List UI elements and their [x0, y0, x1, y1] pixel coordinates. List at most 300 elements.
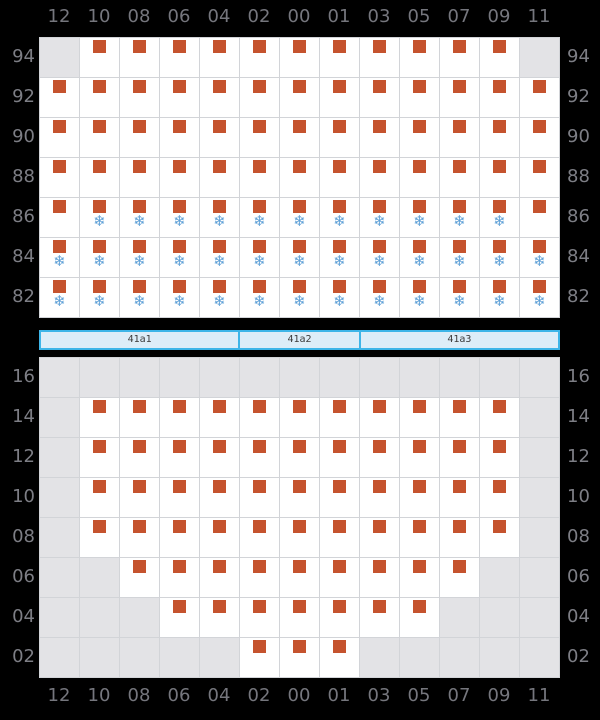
grid-cell[interactable]	[200, 158, 239, 197]
grid-cell[interactable]	[400, 598, 439, 637]
grid-cell[interactable]	[280, 438, 319, 477]
grid-cell	[520, 598, 559, 637]
grid-cell[interactable]	[400, 398, 439, 437]
snowflake-icon: ❄	[253, 252, 266, 270]
grid-cell[interactable]	[440, 118, 479, 157]
square-marker	[173, 80, 186, 93]
grid-cell[interactable]	[400, 278, 439, 317]
row-labels-left-lower	[1, 357, 35, 677]
grid-cell[interactable]	[80, 518, 119, 557]
row-axis-label: 02	[567, 646, 590, 667]
column-axis-label: 00	[287, 6, 311, 27]
grid-cell	[160, 638, 199, 677]
square-marker	[133, 560, 146, 573]
square-marker	[493, 160, 506, 173]
square-marker	[413, 400, 426, 413]
grid-cell[interactable]	[320, 38, 359, 77]
grid-cell[interactable]	[360, 38, 399, 77]
row-axis-label: 82	[12, 286, 35, 307]
grid-cell[interactable]	[280, 198, 319, 237]
grid-cell	[120, 598, 159, 637]
column-axis-label: 00	[287, 685, 311, 706]
grid-cell	[40, 638, 79, 677]
grid-cell[interactable]	[320, 238, 359, 277]
square-marker	[453, 520, 466, 533]
grid-cell[interactable]	[280, 78, 319, 117]
grid-cell[interactable]	[520, 78, 559, 117]
row-axis-label: 84	[567, 246, 590, 267]
snowflake-icon: ❄	[53, 252, 66, 270]
section-segment-41a1[interactable]: 41a1	[127, 334, 152, 345]
snowflake-icon: ❄	[533, 252, 546, 270]
grid-cell[interactable]	[440, 558, 479, 597]
grid-cell[interactable]	[280, 238, 319, 277]
row-axis-label: 06	[12, 566, 35, 587]
grid-cell[interactable]	[120, 398, 159, 437]
grid-cell[interactable]	[360, 478, 399, 517]
square-marker	[413, 120, 426, 133]
grid-cell[interactable]	[520, 238, 559, 277]
square-marker	[373, 80, 386, 93]
square-marker	[333, 560, 346, 573]
grid-cell[interactable]	[520, 198, 559, 237]
grid-cell[interactable]	[480, 238, 519, 277]
grid-cell[interactable]	[80, 198, 119, 237]
square-marker	[173, 560, 186, 573]
square-marker	[293, 560, 306, 573]
grid-cell[interactable]	[80, 438, 119, 477]
grid-cell[interactable]	[440, 398, 479, 437]
square-marker	[413, 480, 426, 493]
grid-cell[interactable]	[280, 118, 319, 157]
grid-cell[interactable]	[160, 198, 199, 237]
grid-cell[interactable]	[200, 558, 239, 597]
grid-cell[interactable]	[520, 158, 559, 197]
grid-cell[interactable]	[400, 38, 439, 77]
square-marker	[253, 120, 266, 133]
grid-cell[interactable]	[80, 78, 119, 117]
snowflake-icon: ❄	[173, 212, 186, 230]
grid-cell[interactable]	[480, 118, 519, 157]
grid-cell[interactable]	[480, 278, 519, 317]
row-axis-label: 08	[567, 526, 590, 547]
grid-cell[interactable]	[320, 558, 359, 597]
grid-cell[interactable]	[480, 158, 519, 197]
grid-cell[interactable]	[40, 278, 79, 317]
grid-cell[interactable]	[400, 78, 439, 117]
grid-cell[interactable]	[360, 78, 399, 117]
grid-cell	[40, 558, 79, 597]
grid-cell[interactable]	[400, 478, 439, 517]
grid-cell[interactable]	[200, 438, 239, 477]
grid-cell[interactable]	[240, 238, 279, 277]
grid-cell[interactable]	[320, 638, 359, 677]
grid-cell[interactable]	[160, 118, 199, 157]
grid-cell	[320, 358, 359, 397]
grid-cell[interactable]	[240, 118, 279, 157]
snowflake-icon: ❄	[213, 212, 226, 230]
grid-cell[interactable]	[280, 158, 319, 197]
grid-cell[interactable]	[360, 118, 399, 157]
column-axis-label: 07	[447, 685, 471, 706]
square-marker	[93, 160, 106, 173]
square-marker	[213, 440, 226, 453]
grid-cell	[80, 638, 119, 677]
grid-cell[interactable]	[240, 198, 279, 237]
square-marker	[173, 520, 186, 533]
square-marker	[53, 80, 66, 93]
grid-cell[interactable]	[160, 278, 199, 317]
square-marker	[453, 40, 466, 53]
grid-cell[interactable]	[280, 518, 319, 557]
square-marker	[453, 400, 466, 413]
snowflake-icon: ❄	[413, 212, 426, 230]
grid-cell	[80, 358, 119, 397]
grid-cell[interactable]	[320, 438, 359, 477]
square-marker	[53, 120, 66, 133]
square-marker	[293, 480, 306, 493]
row-axis-label: 94	[567, 46, 590, 67]
grid-cell[interactable]	[120, 198, 159, 237]
snowflake-icon: ❄	[533, 292, 546, 310]
square-marker	[133, 40, 146, 53]
grid-cell[interactable]	[200, 518, 239, 557]
grid-cell	[360, 358, 399, 397]
grid-cell[interactable]	[520, 118, 559, 157]
grid-cell	[400, 358, 439, 397]
grid-cell[interactable]	[280, 558, 319, 597]
grid-cell[interactable]	[160, 518, 199, 557]
grid-cell	[40, 478, 79, 517]
square-marker	[213, 400, 226, 413]
grid-cell[interactable]	[360, 558, 399, 597]
snowflake-icon: ❄	[453, 252, 466, 270]
grid-cell[interactable]	[440, 38, 479, 77]
grid-cell[interactable]	[400, 518, 439, 557]
row-axis-label: 04	[567, 606, 590, 627]
grid-cell[interactable]	[480, 398, 519, 437]
square-marker	[173, 120, 186, 133]
snowflake-icon: ❄	[333, 252, 346, 270]
grid-cell[interactable]	[320, 478, 359, 517]
grid-cell[interactable]	[160, 238, 199, 277]
grid-cell[interactable]	[440, 518, 479, 557]
square-marker	[333, 640, 346, 653]
square-marker	[493, 40, 506, 53]
square-marker	[373, 560, 386, 573]
grid-cell[interactable]	[280, 38, 319, 77]
grid-cell[interactable]	[40, 118, 79, 157]
grid-cell[interactable]	[360, 278, 399, 317]
snowflake-icon: ❄	[453, 292, 466, 310]
grid-cell[interactable]	[400, 238, 439, 277]
square-marker	[413, 600, 426, 613]
grid-cell[interactable]	[160, 478, 199, 517]
grid-cell[interactable]	[120, 438, 159, 477]
square-marker	[373, 400, 386, 413]
row-axis-label: 10	[567, 486, 590, 507]
square-marker	[493, 440, 506, 453]
grid-cell[interactable]	[40, 238, 79, 277]
column-axis-label: 05	[407, 685, 431, 706]
square-marker	[333, 520, 346, 533]
snowflake-icon: ❄	[493, 212, 506, 230]
snowflake-icon: ❄	[333, 292, 346, 310]
grid-cell[interactable]	[320, 518, 359, 557]
grid-cell[interactable]	[240, 38, 279, 77]
grid-cell[interactable]	[160, 38, 199, 77]
square-marker	[93, 120, 106, 133]
grid-cell[interactable]	[200, 598, 239, 637]
grid-cell[interactable]	[200, 78, 239, 117]
grid-cell[interactable]	[120, 478, 159, 517]
grid-cell[interactable]	[120, 558, 159, 597]
grid-cell[interactable]	[120, 118, 159, 157]
grid-cell	[520, 38, 559, 77]
snowflake-icon: ❄	[93, 252, 106, 270]
grid-cell	[240, 358, 279, 397]
grid-cell[interactable]	[520, 278, 559, 317]
column-axis-label: 08	[127, 685, 151, 706]
square-marker	[293, 640, 306, 653]
grid-cell[interactable]	[200, 398, 239, 437]
grid-cell[interactable]	[320, 398, 359, 437]
grid-cell[interactable]	[240, 78, 279, 117]
snowflake-icon: ❄	[173, 292, 186, 310]
grid-cell[interactable]	[400, 198, 439, 237]
grid-cell[interactable]	[320, 158, 359, 197]
grid-cell[interactable]	[280, 638, 319, 677]
grid-cell[interactable]	[280, 398, 319, 437]
grid-cell[interactable]	[280, 598, 319, 637]
grid-cell[interactable]	[400, 438, 439, 477]
grid-cell[interactable]	[240, 518, 279, 557]
grid-cell[interactable]	[320, 78, 359, 117]
grid-cell[interactable]	[320, 598, 359, 637]
square-marker	[93, 400, 106, 413]
square-marker	[413, 440, 426, 453]
square-marker	[253, 440, 266, 453]
grid-cell	[200, 358, 239, 397]
square-marker	[93, 80, 106, 93]
square-marker	[293, 40, 306, 53]
grid-cell[interactable]	[440, 278, 479, 317]
column-axis-label: 01	[327, 6, 351, 27]
grid-cell[interactable]	[120, 38, 159, 77]
square-marker	[173, 40, 186, 53]
square-marker	[533, 120, 546, 133]
snowflake-icon: ❄	[133, 252, 146, 270]
square-marker	[293, 440, 306, 453]
grid-cell[interactable]	[240, 438, 279, 477]
column-axis-label: 07	[447, 6, 471, 27]
grid-cell	[480, 638, 519, 677]
square-marker	[173, 480, 186, 493]
grid-cell[interactable]	[160, 598, 199, 637]
grid-cell[interactable]	[40, 198, 79, 237]
grid-cell[interactable]	[400, 118, 439, 157]
square-marker	[213, 480, 226, 493]
grid-cell[interactable]	[480, 38, 519, 77]
square-marker	[253, 40, 266, 53]
square-marker	[333, 80, 346, 93]
grid-cell[interactable]	[400, 158, 439, 197]
row-axis-label: 82	[567, 286, 590, 307]
square-marker	[133, 480, 146, 493]
grid-cell[interactable]	[160, 438, 199, 477]
square-marker	[133, 440, 146, 453]
grid-cell[interactable]	[440, 478, 479, 517]
section-segment-41a2[interactable]: 41a2	[238, 332, 358, 348]
row-axis-label: 14	[12, 406, 35, 427]
square-marker	[333, 480, 346, 493]
snowflake-icon: ❄	[213, 292, 226, 310]
square-marker	[293, 120, 306, 133]
grid-cell[interactable]	[360, 438, 399, 477]
grid-cell[interactable]	[280, 278, 319, 317]
snowflake-icon: ❄	[373, 212, 386, 230]
square-marker	[213, 80, 226, 93]
grid-cell	[80, 558, 119, 597]
grid-cell[interactable]	[280, 478, 319, 517]
grid-cell[interactable]	[400, 558, 439, 597]
square-marker	[53, 200, 66, 213]
grid-cell[interactable]	[480, 198, 519, 237]
grid-cell[interactable]	[240, 478, 279, 517]
grid-cell[interactable]	[80, 278, 119, 317]
grid-cell[interactable]	[40, 158, 79, 197]
grid-cell[interactable]	[80, 238, 119, 277]
grid-cell	[400, 638, 439, 677]
grid-cell[interactable]	[200, 278, 239, 317]
grid-cell[interactable]	[200, 478, 239, 517]
column-axis-label: 10	[87, 685, 111, 706]
grid-cell[interactable]	[200, 38, 239, 77]
grid-cell[interactable]	[240, 558, 279, 597]
grid-cell[interactable]	[200, 198, 239, 237]
grid-cell[interactable]	[440, 78, 479, 117]
grid-cell[interactable]	[160, 158, 199, 197]
grid-cell[interactable]	[40, 78, 79, 117]
grid-cell[interactable]	[480, 78, 519, 117]
square-marker	[253, 480, 266, 493]
column-axis-label: 01	[327, 685, 351, 706]
row-labels-left-upper	[1, 37, 35, 317]
snowflake-icon: ❄	[133, 292, 146, 310]
grid-cell[interactable]	[360, 398, 399, 437]
square-marker	[453, 560, 466, 573]
grid-cell[interactable]	[120, 278, 159, 317]
grid-cell	[480, 598, 519, 637]
grid-cell[interactable]	[200, 238, 239, 277]
grid-cell[interactable]	[240, 638, 279, 677]
grid-cell[interactable]	[360, 158, 399, 197]
column-axis-label: 05	[407, 6, 431, 27]
row-axis-label: 02	[12, 646, 35, 667]
grid-cell[interactable]	[320, 118, 359, 157]
snowflake-icon: ❄	[413, 252, 426, 270]
grid-cell[interactable]	[160, 78, 199, 117]
square-marker	[453, 80, 466, 93]
square-marker	[253, 160, 266, 173]
grid-cell[interactable]	[200, 118, 239, 157]
grid-cell[interactable]	[80, 38, 119, 77]
grid-cell[interactable]	[120, 518, 159, 557]
grid-cell[interactable]	[120, 158, 159, 197]
square-marker	[493, 400, 506, 413]
grid-cell	[280, 358, 319, 397]
grid-cell[interactable]	[480, 518, 519, 557]
grid-cell[interactable]	[240, 158, 279, 197]
grid-cell[interactable]	[360, 518, 399, 557]
column-axis-label: 12	[47, 6, 71, 27]
grid-cell[interactable]	[160, 558, 199, 597]
square-marker	[213, 120, 226, 133]
grid-cell	[80, 598, 119, 637]
grid-cell[interactable]	[320, 198, 359, 237]
square-marker	[213, 160, 226, 173]
square-marker	[213, 600, 226, 613]
square-marker	[93, 520, 106, 533]
square-marker	[533, 200, 546, 213]
column-axis-label: 03	[367, 685, 391, 706]
row-axis-label: 06	[567, 566, 590, 587]
square-marker	[253, 400, 266, 413]
grid-cell[interactable]	[480, 438, 519, 477]
grid-cell[interactable]	[120, 78, 159, 117]
grid-cell[interactable]	[360, 598, 399, 637]
grid-cell	[120, 358, 159, 397]
column-axis-top	[39, 2, 560, 32]
grid-cell[interactable]	[80, 158, 119, 197]
square-marker	[493, 80, 506, 93]
grid-cell[interactable]	[320, 278, 359, 317]
grid-cell[interactable]	[440, 238, 479, 277]
grid-cell[interactable]	[480, 478, 519, 517]
snowflake-icon: ❄	[493, 252, 506, 270]
grid-cell[interactable]	[440, 438, 479, 477]
snowflake-icon: ❄	[373, 252, 386, 270]
grid-cell	[440, 358, 479, 397]
grid-cell[interactable]	[80, 478, 119, 517]
grid-cell[interactable]	[440, 198, 479, 237]
column-axis-label: 11	[527, 6, 551, 27]
row-axis-label: 16	[12, 366, 35, 387]
grid-cell[interactable]	[360, 238, 399, 277]
column-axis-label: 02	[247, 685, 271, 706]
snowflake-icon: ❄	[93, 292, 106, 310]
grid-cell[interactable]	[80, 118, 119, 157]
grid-cell[interactable]	[240, 398, 279, 437]
row-labels-right-lower	[567, 357, 600, 677]
column-axis-label: 09	[487, 685, 511, 706]
section-segment-41a3[interactable]: 41a3	[359, 332, 558, 348]
grid-cell[interactable]	[440, 158, 479, 197]
square-marker	[373, 480, 386, 493]
square-marker	[373, 120, 386, 133]
grid-cell[interactable]	[80, 398, 119, 437]
grid-cell[interactable]	[360, 198, 399, 237]
row-labels-right-upper	[567, 37, 600, 317]
grid-cell[interactable]	[120, 238, 159, 277]
snowflake-icon: ❄	[453, 212, 466, 230]
grid-cell[interactable]	[160, 398, 199, 437]
grid-cell[interactable]	[240, 598, 279, 637]
snowflake-icon: ❄	[213, 252, 226, 270]
grid-cell[interactable]	[240, 278, 279, 317]
column-axis-label: 06	[167, 685, 191, 706]
row-axis-label: 90	[567, 126, 590, 147]
